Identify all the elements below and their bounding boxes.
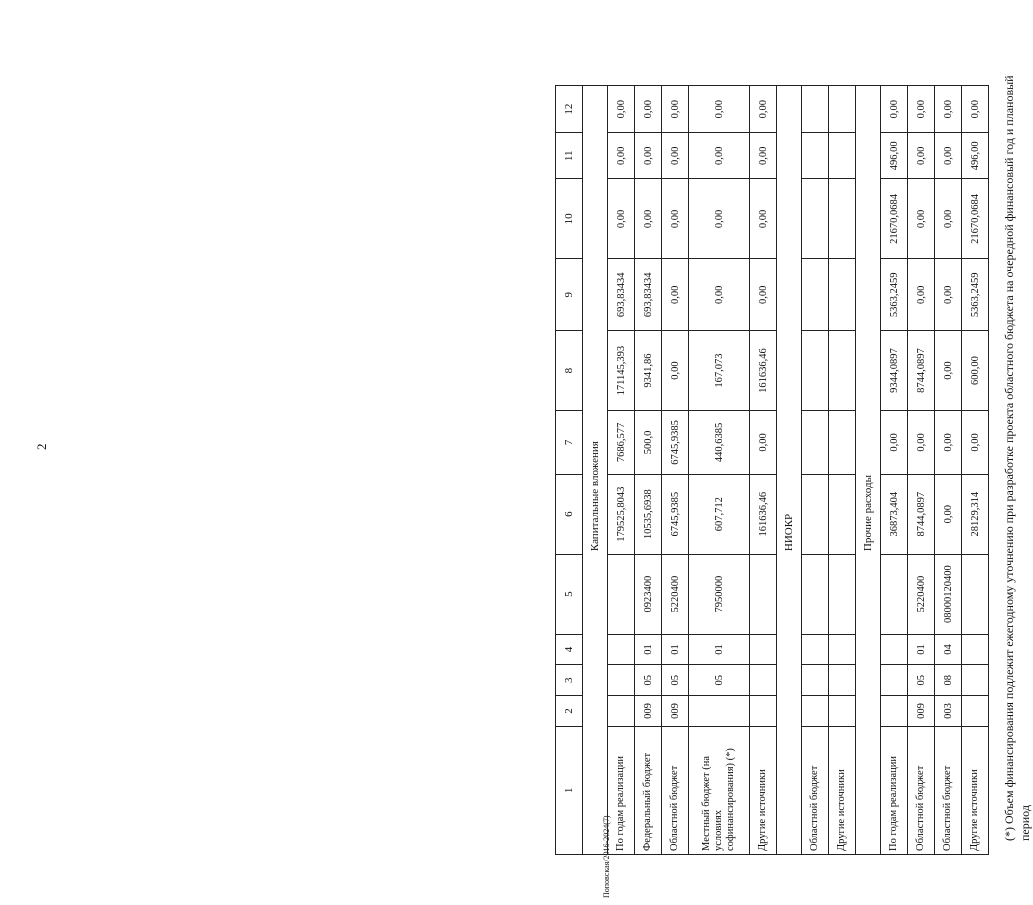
value-cell: 171145,393 — [608, 331, 635, 411]
section-row — [856, 86, 881, 855]
section-row — [777, 86, 802, 855]
value-cell: 0,00 — [908, 86, 935, 133]
value-cell: 161636,46 — [750, 474, 777, 554]
value-cell: 0,00 — [750, 259, 777, 331]
value-cell: 6745,9385 — [662, 411, 689, 475]
value-cell — [829, 331, 856, 411]
value-cell — [829, 665, 856, 696]
document-code: Поповская/2016-2024(7) — [602, 815, 611, 898]
value-cell: 12 — [556, 86, 583, 133]
value-cell — [962, 696, 989, 727]
value-cell — [962, 634, 989, 665]
section-row — [583, 86, 608, 855]
footnote: (*) Объем финансирования подлежит ежегодному уточнению при разработке проекта областного бюджета на очередной финансовый год и плановый период — [1002, 75, 1032, 841]
value-cell — [802, 179, 829, 259]
row-label-cell: 1 — [556, 726, 583, 854]
row-label-cell: Местный бюджет (на условиях софинансирования) (*) — [689, 726, 750, 854]
table-row — [608, 86, 635, 855]
row-label-cell: Другие источники — [962, 726, 989, 854]
value-cell: 0,00 — [662, 259, 689, 331]
value-cell — [829, 179, 856, 259]
value-cell: 7686,577 — [608, 411, 635, 475]
table-row — [962, 86, 989, 855]
value-cell: 28129,314 — [962, 474, 989, 554]
table-row — [689, 86, 750, 855]
value-cell: 0,00 — [750, 179, 777, 259]
value-cell: 0,00 — [908, 411, 935, 475]
value-cell — [750, 696, 777, 727]
value-cell: 0,00 — [962, 86, 989, 133]
value-cell: 0,00 — [935, 474, 962, 554]
value-cell: 5220400 — [908, 554, 935, 634]
value-cell: 6745,9385 — [662, 474, 689, 554]
row-label-cell: Областной бюджет — [908, 726, 935, 854]
value-cell: 496,00 — [962, 133, 989, 179]
value-cell — [829, 259, 856, 331]
value-cell: 9 — [556, 259, 583, 331]
row-label-cell: По годам реализации — [881, 726, 908, 854]
value-cell — [802, 474, 829, 554]
value-cell — [802, 554, 829, 634]
row-label-cell: Другие источники — [750, 726, 777, 854]
value-cell: 0,00 — [962, 411, 989, 475]
value-cell — [962, 554, 989, 634]
value-cell: 5220400 — [662, 554, 689, 634]
value-cell: 0,00 — [908, 133, 935, 179]
value-cell — [608, 554, 635, 634]
value-cell: 009 — [908, 696, 935, 727]
value-cell: 0,00 — [935, 179, 962, 259]
value-cell: 0,00 — [881, 411, 908, 475]
value-cell: 0,00 — [935, 259, 962, 331]
value-cell: 9344,0897 — [881, 331, 908, 411]
value-cell: 0923400 — [635, 554, 662, 634]
value-cell — [608, 665, 635, 696]
value-cell — [802, 634, 829, 665]
value-cell: 0,00 — [935, 331, 962, 411]
value-cell: 0,00 — [935, 133, 962, 179]
table-row — [881, 86, 908, 855]
section-spacer — [583, 554, 608, 854]
value-cell: 8744,0897 — [908, 331, 935, 411]
value-cell: 500,0 — [635, 411, 662, 475]
value-cell: 167,073 — [689, 331, 750, 411]
value-cell: 0,00 — [635, 133, 662, 179]
value-cell: 10 — [556, 179, 583, 259]
value-cell: 8744,0897 — [908, 474, 935, 554]
value-cell — [881, 554, 908, 634]
page-number: 2 — [34, 443, 49, 450]
value-cell: 693,83434 — [608, 259, 635, 331]
value-cell: 0,00 — [750, 133, 777, 179]
value-cell — [608, 696, 635, 727]
value-cell: 8 — [556, 331, 583, 411]
section-spacer — [856, 554, 881, 854]
row-label-cell: Областной бюджет — [935, 726, 962, 854]
row-label-cell: Другие источники — [829, 726, 856, 854]
value-cell — [750, 554, 777, 634]
table-row — [935, 86, 962, 855]
value-cell — [829, 554, 856, 634]
value-cell — [829, 696, 856, 727]
value-cell: 5 — [556, 554, 583, 634]
value-cell — [802, 86, 829, 133]
value-cell: 9341,86 — [635, 331, 662, 411]
value-cell: 11 — [556, 133, 583, 179]
value-cell: 08000120400 — [935, 554, 962, 634]
value-cell: 179525,8043 — [608, 474, 635, 554]
value-cell: 4 — [556, 634, 583, 665]
value-cell — [829, 411, 856, 475]
value-cell: 08 — [935, 665, 962, 696]
value-cell: 01 — [689, 634, 750, 665]
row-label-cell: Федеральный бюджет — [635, 726, 662, 854]
row-label-cell: Областной бюджет — [662, 726, 689, 854]
value-cell: 0,00 — [908, 259, 935, 331]
table-row — [908, 86, 935, 855]
value-cell — [829, 133, 856, 179]
value-cell: 0,00 — [608, 179, 635, 259]
value-cell: 0,00 — [689, 179, 750, 259]
value-cell — [881, 665, 908, 696]
value-cell — [881, 634, 908, 665]
value-cell: 05 — [662, 665, 689, 696]
value-cell — [802, 331, 829, 411]
value-cell — [829, 634, 856, 665]
row-label-cell: По годам реализации — [608, 726, 635, 854]
value-cell — [750, 634, 777, 665]
table-row — [802, 86, 829, 855]
financing-table — [555, 85, 989, 855]
value-cell: 5363,2459 — [962, 259, 989, 331]
value-cell: 04 — [935, 634, 962, 665]
table-row — [662, 86, 689, 855]
value-cell: 21670,0684 — [881, 179, 908, 259]
value-cell — [802, 259, 829, 331]
value-cell: 0,00 — [908, 179, 935, 259]
value-cell — [962, 665, 989, 696]
rotated-page-content — [555, 45, 1032, 855]
value-cell: 0,00 — [881, 86, 908, 133]
value-cell: 2 — [556, 696, 583, 727]
value-cell: 05 — [689, 665, 750, 696]
value-cell: 21670,0684 — [962, 179, 989, 259]
value-cell: 0,00 — [662, 86, 689, 133]
value-cell — [829, 474, 856, 554]
value-cell: 3 — [556, 665, 583, 696]
table-row — [635, 86, 662, 855]
value-cell: 7 — [556, 411, 583, 475]
value-cell: 0,00 — [750, 411, 777, 475]
value-cell: 0,00 — [608, 133, 635, 179]
section-title: Прочие расходы — [856, 86, 881, 555]
value-cell — [689, 696, 750, 727]
value-cell: 0,00 — [750, 86, 777, 133]
value-cell: 0,00 — [935, 411, 962, 475]
section-spacer — [777, 554, 802, 854]
value-cell — [802, 411, 829, 475]
section-title: НИОКР — [777, 86, 802, 555]
table-row — [829, 86, 856, 855]
value-cell: 009 — [635, 696, 662, 727]
value-cell: 6 — [556, 474, 583, 554]
value-cell: 693,83434 — [635, 259, 662, 331]
section-title: Капитальные вложения — [583, 86, 608, 555]
value-cell: 607,712 — [689, 474, 750, 554]
value-cell: 7950000 — [689, 554, 750, 634]
table-row — [750, 86, 777, 855]
value-cell: 0,00 — [635, 86, 662, 133]
value-cell: 01 — [908, 634, 935, 665]
value-cell: 0,00 — [662, 133, 689, 179]
value-cell: 01 — [662, 634, 689, 665]
value-cell: 0,00 — [689, 86, 750, 133]
value-cell: 05 — [635, 665, 662, 696]
value-cell: 161636,46 — [750, 331, 777, 411]
value-cell: 0,00 — [689, 259, 750, 331]
value-cell: 0,00 — [689, 133, 750, 179]
value-cell — [750, 665, 777, 696]
row-label-cell: Областной бюджет — [802, 726, 829, 854]
value-cell: 440,6385 — [689, 411, 750, 475]
value-cell: 05 — [908, 665, 935, 696]
value-cell: 5363,2459 — [881, 259, 908, 331]
value-cell: 10535,6938 — [635, 474, 662, 554]
value-cell — [802, 133, 829, 179]
value-cell: 003 — [935, 696, 962, 727]
value-cell — [829, 86, 856, 133]
value-cell — [802, 665, 829, 696]
value-cell: 600,00 — [962, 331, 989, 411]
value-cell: 496,00 — [881, 133, 908, 179]
value-cell: 01 — [635, 634, 662, 665]
value-cell: 009 — [662, 696, 689, 727]
value-cell: 0,00 — [608, 86, 635, 133]
value-cell — [608, 634, 635, 665]
value-cell: 0,00 — [635, 179, 662, 259]
value-cell — [881, 696, 908, 727]
value-cell: 0,00 — [662, 331, 689, 411]
value-cell: 0,00 — [662, 179, 689, 259]
value-cell — [802, 696, 829, 727]
value-cell: 36873,404 — [881, 474, 908, 554]
value-cell: 0,00 — [935, 86, 962, 133]
header-row — [556, 86, 583, 855]
